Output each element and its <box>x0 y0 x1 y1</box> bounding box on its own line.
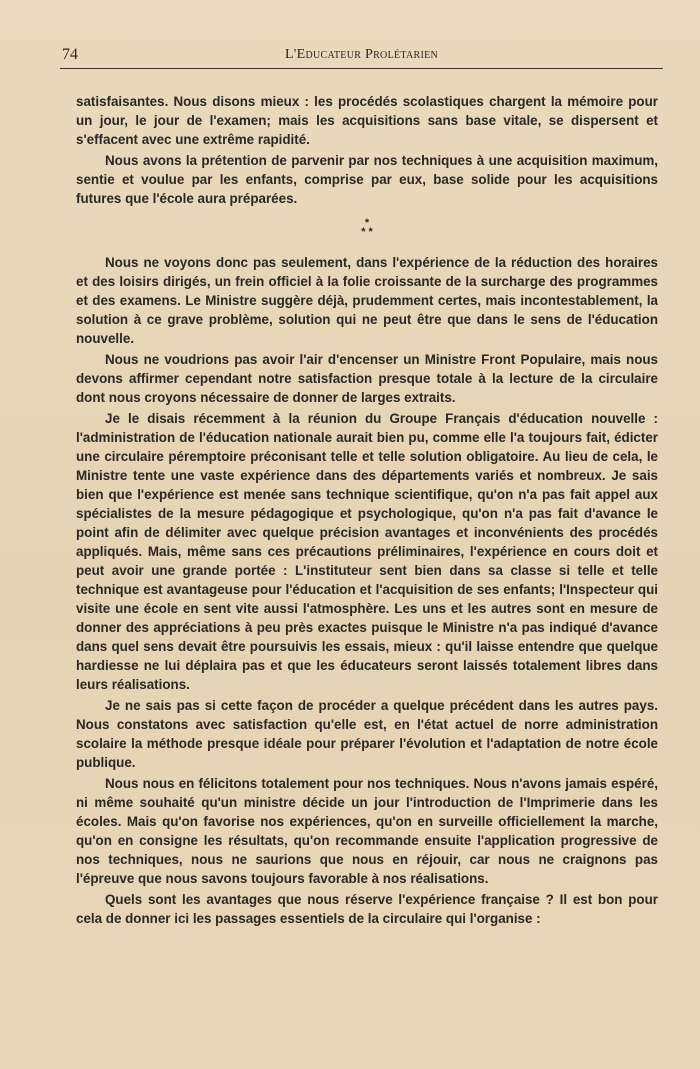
paragraph: Quels sont les avantages que nous réserve l'expérience française ? Il est bon pour cela de donner ici les passages essentiels de la circulaire qui l'organise : <box>76 892 658 926</box>
paragraph: Nous avons la prétention de parvenir par nos techniques à une acquisition maximum, sentie et voulue par les enfants, comprise par eux, base solide pour les acquisitions futures que l'école aura préparées. <box>76 153 658 206</box>
section-separator <box>76 210 658 253</box>
paragraph-continuation: satisfaisantes. Nous disons mieux : les procédés scolastiques chargent la mémoire pour un jour, le jour de l'examen; mais les acquisitions sans base vitale, se dispersent et s'effacent avec une extrême rapidité. <box>76 94 658 147</box>
running-header <box>60 44 663 69</box>
asterism-bottom: * * <box>361 226 373 238</box>
paragraph: Nous nous en félicitons totalement pour nos techniques. Nous n'avons jamais espéré, ni même souhaité qu'un ministre décide un jour l'introduction de l'Imprimerie dans les écoles. Mais qu'on favorise nos expériences, qu'on en surveille officiellement la marche, qu'on en consigne les résultats, qu'on recommande ensuite l'application progressive de nos techniques, nous ne saurions que nous en réjouir, car nous ne craignons pas l'épreuve que nous savons toujours favorable à nos réalisations. <box>76 776 658 886</box>
page-number: 74 <box>62 46 78 63</box>
paragraph: Je le disais récemment à la réunion du Groupe Français d'éducation nouvelle : l'administration de l'éducation nationale aurait bien pu, comme elle l'a toujours fait, édicter une circulaire péremptoire préconisant telle et telle solution obligatoire. Au lieu de cela, le Ministre tente une vaste expérience dans des départements variés et nombreux. Je sais bien que l'expérience est menée sans technique scientifique, qu'on n'a pas fait appel aux spécialistes de la mesure pédagogique et psychologique, qu'on n'a pas fait d'avance le point afin de délimiter avec quelque précision avantages et inconvénients des procédés appliqués. Mais, même sans ces précautions préliminaires, l'expérience en cours doit et peut avoir une grande portée : L'instituteur sent bien dans sa classe si telle et telle technique est avantageuse pour l'éducation et l'acquisition de ses enfants; l'Inspecteur qui visite une école en sent vite aussi l'atmosphère. Les uns et les autres sont en mesure de donner des appréciations à peu près exactes puisque le Ministre n'a pas indiqué d'avance dans quel sens devait être poursuivis les essais, mieux : qu'il laisse entendre que quelque hardiesse ne lui déplaira pas et que les éducateurs seront laissés totalement libres dans leurs réalisations. <box>76 411 658 692</box>
paragraph: Nous ne voudrions pas avoir l'air d'encenser un Ministre Front Populaire, mais nous devons affirmer cependant notre satisfaction presque totale à la lecture de la circulaire dont nous croyons nécessaire de donner de larges extraits. <box>76 352 658 405</box>
asterism-top: * <box>364 217 370 229</box>
journal-title: L'Educateur Prolétarien <box>284 47 439 62</box>
paragraph: Je ne sais pas si cette façon de procéder a quelque précédent dans les autres pays. Nous constatons avec satisfaction qu'elle est, en l'état actuel de norre administration scolaire la méthode presque idéale pour préparer l'évolution et l'adaptation de notre école publique. <box>76 698 658 770</box>
paragraph: Nous ne voyons donc pas seulement, dans l'expérience de la réduction des horaires et des loisirs dirigés, un frein officiel à la folie croissante de la surcharge des programmes et des examens. Le Ministre suggère déjà, prudemment certes, mais incontestablement, la solution à ce grave problème, solution qui ne peut être que dans le sens de l'éducation nouvelle. <box>76 255 658 346</box>
article-body <box>76 92 658 930</box>
